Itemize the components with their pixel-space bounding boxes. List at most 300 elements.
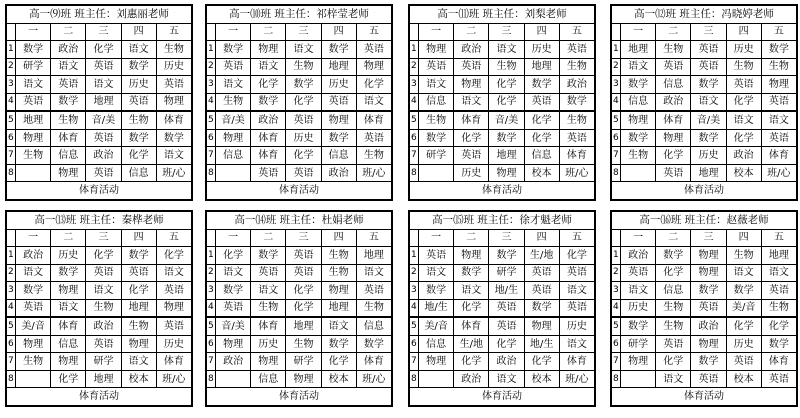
- subject-cell: 语文: [419, 76, 454, 94]
- subject-cell: 地理: [286, 317, 321, 335]
- timetable-table: [6, 5, 192, 200]
- period-row: [207, 164, 392, 182]
- period-number: 7: [207, 353, 216, 371]
- period-number: 5: [410, 317, 419, 335]
- footer-row: [7, 388, 192, 406]
- subject-cell: 化学: [559, 247, 594, 265]
- period-number: 6: [612, 129, 621, 147]
- subject-cell: 历史: [524, 41, 559, 59]
- subject-cell: 体育: [656, 111, 691, 129]
- period-row: [207, 147, 392, 165]
- period-row: [207, 111, 392, 129]
- subject-cell: [16, 164, 51, 182]
- subject-cell: 化学: [489, 335, 524, 353]
- footer-row: [410, 388, 595, 406]
- period-row: [410, 335, 595, 353]
- subject-cell: 数学: [621, 76, 656, 94]
- period-row: [612, 147, 797, 165]
- subject-cell: 化学: [726, 93, 761, 111]
- subject-cell: 生物: [559, 58, 594, 76]
- class-title: 高一⒂班 班主任：徐才魁老师: [410, 212, 595, 230]
- subject-cell: 生物: [216, 93, 251, 111]
- period-row: [207, 129, 392, 147]
- period-number: 4: [612, 299, 621, 317]
- period-row: [612, 58, 797, 76]
- weekday-header: 二: [656, 229, 691, 247]
- period-number: 1: [7, 247, 16, 265]
- subject-cell: 语文: [621, 58, 656, 76]
- subject-cell: 英语: [286, 164, 321, 182]
- period-row: [207, 370, 392, 388]
- period-number: 2: [410, 264, 419, 282]
- subject-cell: 生物: [761, 58, 796, 76]
- subject-cell: 化学: [286, 147, 321, 165]
- period-row: [7, 164, 192, 182]
- subject-cell: 体育: [559, 147, 594, 165]
- subject-cell: 研学: [86, 353, 121, 371]
- activity-footer: 体育活动: [7, 182, 192, 200]
- subject-cell: 物理: [419, 353, 454, 371]
- subject-cell: 化学: [454, 353, 489, 371]
- subject-cell: 英语: [559, 299, 594, 317]
- subject-cell: 政治: [321, 164, 356, 182]
- subject-cell: 英语: [156, 76, 191, 94]
- period-number: 1: [612, 247, 621, 265]
- period-number: 2: [7, 58, 16, 76]
- subject-cell: 历史: [321, 76, 356, 94]
- subject-cell: 生物: [356, 147, 391, 165]
- period-row: [207, 317, 392, 335]
- weekday-header: 二: [51, 23, 86, 41]
- subject-cell: 数学: [356, 335, 391, 353]
- subject-cell: 政治: [86, 147, 121, 165]
- subject-cell: 语文: [321, 317, 356, 335]
- period-row: [410, 76, 595, 94]
- subject-cell: 班/心: [356, 370, 391, 388]
- period-row: [207, 335, 392, 353]
- period-row: [612, 164, 797, 182]
- weekday-header: 三: [86, 23, 121, 41]
- subject-cell: 英语: [691, 370, 726, 388]
- subject-cell: 物理: [216, 129, 251, 147]
- subject-cell: 生物: [321, 247, 356, 265]
- subject-cell: 数学: [691, 129, 726, 147]
- timetable-table: [409, 5, 595, 200]
- subject-cell: 生物: [251, 299, 286, 317]
- period-row: [410, 353, 595, 371]
- subject-cell: 语文: [419, 264, 454, 282]
- subject-cell: 物理: [656, 129, 691, 147]
- period-row: [7, 93, 192, 111]
- subject-cell: 数学: [321, 41, 356, 59]
- subject-cell: 化学: [51, 370, 86, 388]
- timetable-table: [409, 211, 595, 406]
- weekday-header: 二: [656, 23, 691, 41]
- subject-cell: 英语: [16, 299, 51, 317]
- subject-cell: 语文: [251, 58, 286, 76]
- period-row: [612, 335, 797, 353]
- subject-cell: 体育: [51, 129, 86, 147]
- subject-cell: 地理: [356, 247, 391, 265]
- subject-cell: 数学: [454, 264, 489, 282]
- subject-cell: 数学: [121, 58, 156, 76]
- subject-cell: 研学: [489, 264, 524, 282]
- corner-cell: [207, 23, 216, 41]
- subject-cell: 英语: [726, 76, 761, 94]
- period-row: [7, 353, 192, 371]
- subject-cell: 语文: [156, 147, 191, 165]
- subject-cell: 美/音: [16, 317, 51, 335]
- subject-cell: 政治: [454, 370, 489, 388]
- subject-cell: 生物: [356, 299, 391, 317]
- subject-cell: 英语: [524, 264, 559, 282]
- subject-cell: 化学: [726, 317, 761, 335]
- period-row: [612, 41, 797, 59]
- subject-cell: 音/美: [691, 111, 726, 129]
- subject-cell: 数学: [419, 129, 454, 147]
- subject-cell: 英语: [356, 41, 391, 59]
- weekday-header: 五: [356, 229, 391, 247]
- subject-cell: 历史: [51, 247, 86, 265]
- subject-cell: 物理: [321, 282, 356, 300]
- timetable-table: [206, 5, 392, 200]
- subject-cell: 化学: [216, 247, 251, 265]
- period-row: [7, 317, 192, 335]
- subject-cell: 英语: [454, 58, 489, 76]
- subject-cell: 体育: [251, 317, 286, 335]
- subject-cell: 政治: [621, 247, 656, 265]
- activity-footer: 体育活动: [410, 182, 595, 200]
- subject-cell: 生物: [16, 353, 51, 371]
- period-number: 3: [612, 76, 621, 94]
- subject-cell: 数学: [761, 335, 796, 353]
- subject-cell: 政治: [51, 41, 86, 59]
- subject-cell: 校本: [524, 164, 559, 182]
- subject-cell: 政治: [454, 41, 489, 59]
- subject-cell: 政治: [726, 147, 761, 165]
- weekday-header: 一: [621, 23, 656, 41]
- subject-cell: 语文: [121, 353, 156, 371]
- title-row: [7, 212, 192, 230]
- period-row: [410, 41, 595, 59]
- subject-cell: 地理: [761, 247, 796, 265]
- subject-cell: 信息: [251, 370, 286, 388]
- subject-cell: 物理: [156, 299, 191, 317]
- subject-cell: 数学: [121, 129, 156, 147]
- subject-cell: 美/音: [419, 317, 454, 335]
- subject-cell: 化学: [489, 76, 524, 94]
- subject-cell: 数学: [691, 353, 726, 371]
- class-title: 高一⑼班 班主任：刘惠丽老师: [7, 6, 192, 24]
- period-row: [207, 353, 392, 371]
- subject-cell: 数学: [16, 282, 51, 300]
- period-number: 5: [207, 317, 216, 335]
- subject-cell: 语文: [559, 282, 594, 300]
- subject-cell: 英语: [286, 264, 321, 282]
- subject-cell: 体育: [454, 317, 489, 335]
- subject-cell: 英语: [156, 282, 191, 300]
- subject-cell: 英语: [691, 58, 726, 76]
- subject-cell: 语文: [51, 299, 86, 317]
- subject-cell: 语文: [726, 111, 761, 129]
- period-row: [410, 299, 595, 317]
- subject-cell: 数学: [321, 129, 356, 147]
- period-number: 1: [207, 247, 216, 265]
- weekday-header: 一: [621, 229, 656, 247]
- subject-cell: 语文: [356, 93, 391, 111]
- period-row: [7, 299, 192, 317]
- subject-cell: 校本: [726, 164, 761, 182]
- class-timetable: [5, 4, 193, 201]
- subject-cell: 生物: [121, 111, 156, 129]
- class-title: 高一⒃班 班主任：赵薇老师: [612, 212, 797, 230]
- period-number: 3: [207, 282, 216, 300]
- subject-cell: 生物: [51, 111, 86, 129]
- class-title: 高一⑾班 班主任：刘梨老师: [410, 6, 595, 24]
- footer-row: [207, 388, 392, 406]
- subject-cell: 体育: [156, 111, 191, 129]
- subject-cell: 英语: [356, 282, 391, 300]
- subject-cell: 数学: [489, 247, 524, 265]
- period-row: [7, 58, 192, 76]
- subject-cell: 语文: [16, 76, 51, 94]
- subject-cell: 化学: [286, 282, 321, 300]
- subject-cell: 数学: [251, 93, 286, 111]
- subject-cell: 化学: [454, 129, 489, 147]
- subject-cell: 校本: [726, 370, 761, 388]
- subject-cell: 语文: [51, 58, 86, 76]
- weekday-header: 五: [156, 229, 191, 247]
- corner-cell: [410, 229, 419, 247]
- subject-cell: 数学: [691, 76, 726, 94]
- footer-row: [612, 182, 797, 200]
- period-row: [612, 264, 797, 282]
- period-number: 5: [7, 317, 16, 335]
- subject-cell: 政治: [489, 353, 524, 371]
- subject-cell: 物理: [121, 335, 156, 353]
- subject-cell: 语文: [86, 282, 121, 300]
- period-row: [7, 111, 192, 129]
- subject-cell: 化学: [726, 129, 761, 147]
- period-number: 1: [410, 247, 419, 265]
- subject-cell: 数学: [419, 282, 454, 300]
- subject-cell: 数学: [16, 41, 51, 59]
- subject-cell: 数学: [286, 76, 321, 94]
- period-number: 4: [410, 93, 419, 111]
- weekday-header-row: [410, 23, 595, 41]
- subject-cell: 数学: [321, 335, 356, 353]
- subject-cell: 物理: [321, 111, 356, 129]
- subject-cell: 信息: [419, 93, 454, 111]
- subject-cell: 化学: [656, 147, 691, 165]
- period-row: [612, 282, 797, 300]
- period-row: [7, 370, 192, 388]
- subject-cell: 音/美: [86, 111, 121, 129]
- period-number: 7: [612, 147, 621, 165]
- subject-cell: 英语: [761, 370, 796, 388]
- period-row: [7, 247, 192, 265]
- subject-cell: 物理: [356, 58, 391, 76]
- subject-cell: 数学: [156, 129, 191, 147]
- subject-cell: 政治: [216, 353, 251, 371]
- subject-cell: [216, 164, 251, 182]
- subject-cell: 体育: [761, 147, 796, 165]
- period-row: [612, 247, 797, 265]
- subject-cell: 信息: [356, 317, 391, 335]
- subject-cell: 物理: [489, 164, 524, 182]
- period-number: 8: [612, 164, 621, 182]
- subject-cell: 数学: [621, 317, 656, 335]
- subject-cell: [216, 370, 251, 388]
- subject-cell: 地理: [621, 41, 656, 59]
- subject-cell: 政治: [691, 317, 726, 335]
- subject-cell: 地理: [524, 58, 559, 76]
- subject-cell: 化学: [156, 247, 191, 265]
- subject-cell: 英语: [356, 129, 391, 147]
- subject-cell: 化学: [761, 317, 796, 335]
- subject-cell: 语文: [726, 264, 761, 282]
- class-timetable: [610, 4, 798, 201]
- corner-cell: [207, 229, 216, 247]
- timetable-table: [611, 211, 797, 406]
- subject-cell: 地/生: [419, 299, 454, 317]
- subject-cell: 英语: [761, 93, 796, 111]
- subject-cell: 数学: [489, 129, 524, 147]
- subject-cell: 信息: [321, 147, 356, 165]
- subject-cell: 地理: [489, 147, 524, 165]
- subject-cell: 英语: [726, 353, 761, 371]
- subject-cell: 研学: [419, 147, 454, 165]
- subject-cell: 数学: [51, 264, 86, 282]
- subject-cell: 物理: [454, 76, 489, 94]
- period-number: 4: [207, 93, 216, 111]
- weekday-header: 三: [489, 229, 524, 247]
- weekday-header-row: [612, 229, 797, 247]
- subject-cell: 地/生: [524, 335, 559, 353]
- subject-cell: 音/美: [489, 111, 524, 129]
- weekday-header: 三: [86, 229, 121, 247]
- subject-cell: 地理: [16, 111, 51, 129]
- period-row: [612, 129, 797, 147]
- period-number: 4: [612, 93, 621, 111]
- subject-cell: 历史: [286, 129, 321, 147]
- weekday-header: 二: [51, 229, 86, 247]
- subject-cell: 生物: [656, 299, 691, 317]
- period-number: 5: [612, 111, 621, 129]
- title-row: [410, 6, 595, 24]
- period-row: [7, 129, 192, 147]
- period-number: 6: [207, 129, 216, 147]
- subject-cell: 班/心: [761, 164, 796, 182]
- weekday-header: 一: [216, 229, 251, 247]
- title-row: [207, 212, 392, 230]
- subject-cell: [419, 370, 454, 388]
- footer-row: [612, 388, 797, 406]
- subject-cell: 物理: [16, 335, 51, 353]
- activity-footer: 体育活动: [7, 388, 192, 406]
- period-number: 1: [207, 41, 216, 59]
- subject-cell: 物理: [691, 335, 726, 353]
- subject-cell: 体育: [356, 111, 391, 129]
- subject-cell: 班/心: [356, 164, 391, 182]
- subject-cell: 语文: [621, 282, 656, 300]
- class-timetable: [205, 210, 393, 407]
- period-number: 6: [7, 129, 16, 147]
- subject-cell: 语文: [86, 76, 121, 94]
- subject-cell: 语文: [286, 41, 321, 59]
- footer-row: [7, 182, 192, 200]
- weekday-header-row: [7, 229, 192, 247]
- class-title: 高一⒀班 班主任：秦桦老师: [7, 212, 192, 230]
- period-number: 4: [7, 299, 16, 317]
- subject-cell: 信息: [656, 76, 691, 94]
- subject-cell: 英语: [286, 247, 321, 265]
- subject-cell: 英语: [419, 247, 454, 265]
- subject-cell: 英语: [321, 93, 356, 111]
- subject-cell: 语文: [216, 76, 251, 94]
- period-row: [410, 247, 595, 265]
- subject-cell: 政治: [656, 93, 691, 111]
- class-timetable: [408, 210, 596, 407]
- subject-cell: 信息: [621, 93, 656, 111]
- subject-cell: 英语: [86, 129, 121, 147]
- subject-cell: 生/地: [454, 335, 489, 353]
- period-number: 2: [7, 264, 16, 282]
- subject-cell: 化学: [86, 41, 121, 59]
- period-row: [207, 93, 392, 111]
- subject-cell: 英语: [86, 264, 121, 282]
- weekday-header-row: [7, 23, 192, 41]
- subject-cell: 化学: [121, 282, 156, 300]
- timetable-table: [206, 211, 392, 406]
- subject-cell: 班/心: [156, 164, 191, 182]
- period-row: [612, 353, 797, 371]
- subject-cell: 英语: [251, 164, 286, 182]
- subject-cell: 体育: [761, 353, 796, 371]
- subject-cell: 生物: [156, 41, 191, 59]
- title-row: [7, 6, 192, 24]
- subject-cell: [419, 164, 454, 182]
- subject-cell: 英语: [559, 129, 594, 147]
- period-number: 4: [410, 299, 419, 317]
- subject-cell: 英语: [656, 58, 691, 76]
- period-number: 8: [207, 164, 216, 182]
- subject-cell: 物理: [691, 247, 726, 265]
- subject-cell: 研学: [621, 335, 656, 353]
- period-number: 4: [7, 93, 16, 111]
- period-row: [410, 111, 595, 129]
- weekday-header-row: [207, 23, 392, 41]
- subject-cell: 英语: [656, 164, 691, 182]
- period-number: 8: [410, 370, 419, 388]
- period-number: 7: [410, 147, 419, 165]
- period-row: [410, 93, 595, 111]
- subject-cell: 生物: [656, 41, 691, 59]
- subject-cell: 语文: [16, 264, 51, 282]
- subject-cell: 化学: [121, 147, 156, 165]
- subject-cell: 历史: [621, 299, 656, 317]
- subject-cell: 化学: [524, 129, 559, 147]
- subject-cell: 物理: [51, 164, 86, 182]
- subject-cell: 物理: [156, 93, 191, 111]
- weekday-header: 四: [726, 23, 761, 41]
- period-row: [207, 76, 392, 94]
- period-number: 6: [410, 129, 419, 147]
- weekday-header: 四: [524, 23, 559, 41]
- period-number: 6: [7, 335, 16, 353]
- period-number: 3: [7, 282, 16, 300]
- subject-cell: 生物: [489, 58, 524, 76]
